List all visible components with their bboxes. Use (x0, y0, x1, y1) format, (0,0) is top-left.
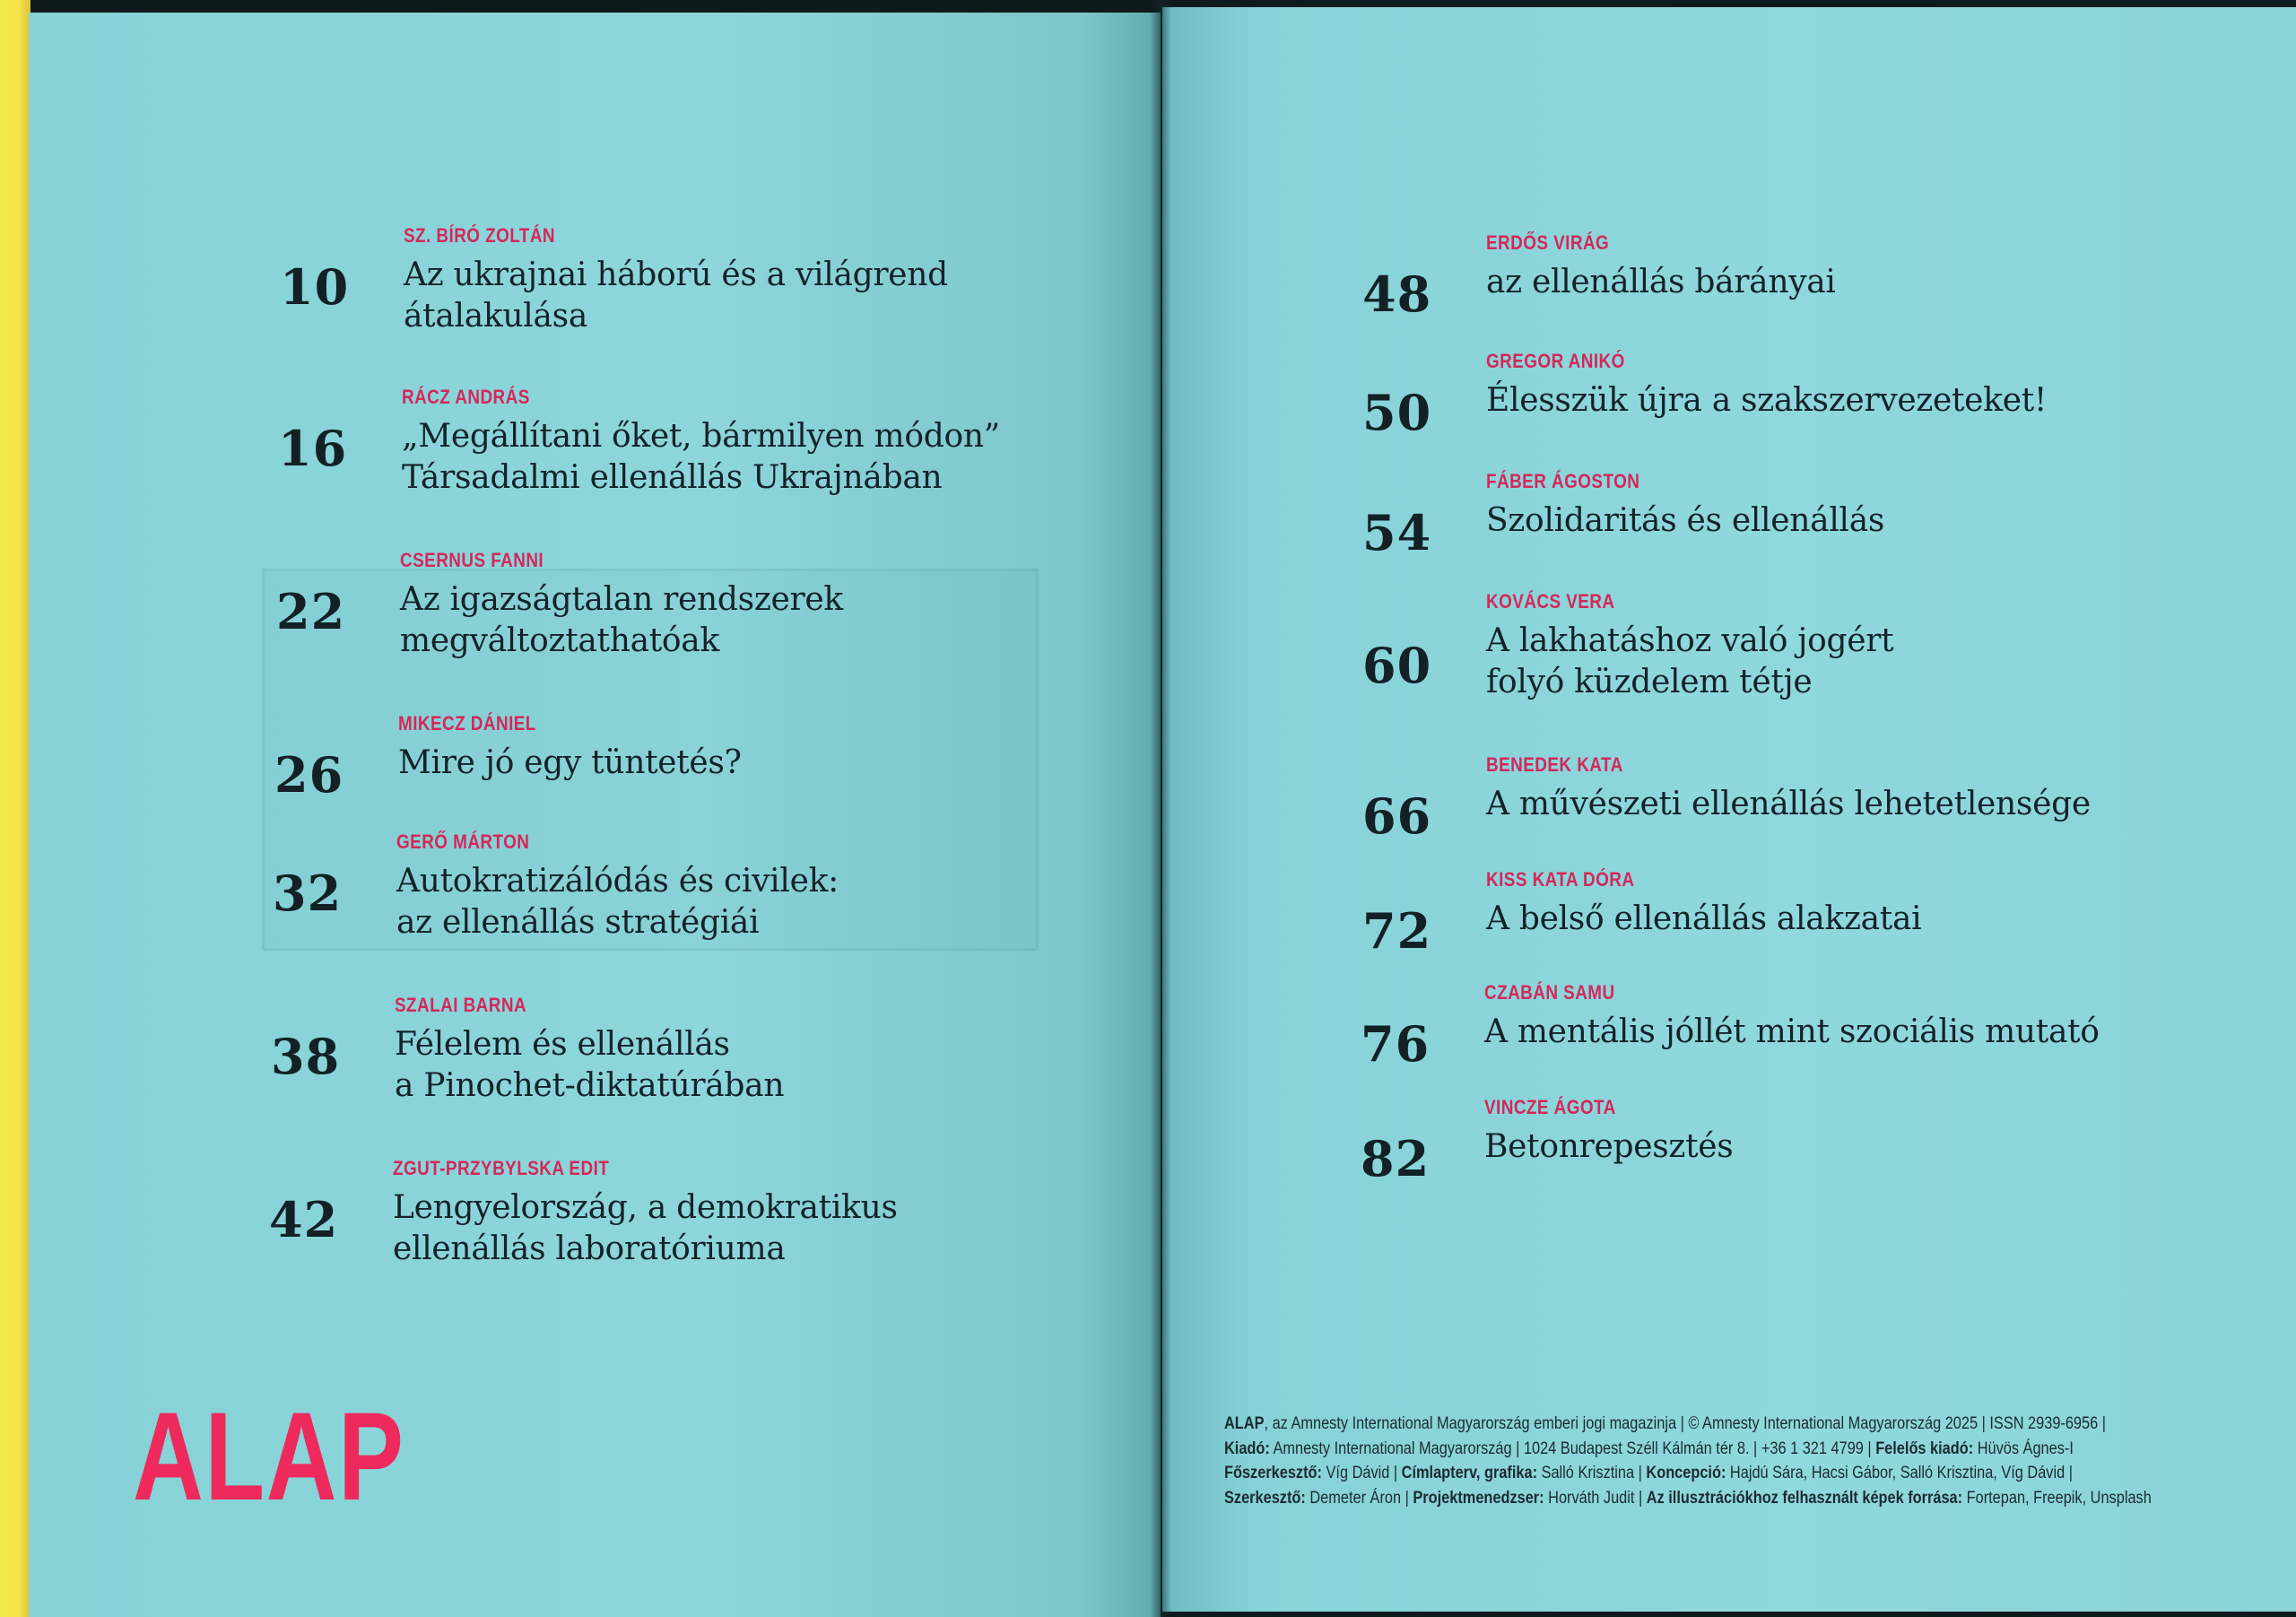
article-title: Az ukrajnai háború és a világrend átalakulása (404, 256, 948, 335)
article-title: „Megállítani őket, bármilyen módon” Társadalmi ellenállás Ukrajnában (402, 418, 1000, 496)
alap-logo: ALAP (133, 1386, 405, 1526)
author-name: VINCZE ÁGOTA (1484, 1096, 1616, 1118)
article-title: Betonrepesztés (1484, 1128, 1734, 1165)
yellow-page-edge (0, 0, 30, 1617)
imprint-line: Főszerkesztő: Víg Dávid | Címlapterv, grafika: Salló Krisztina | Koncepció: Hajdú Sára, Hacsi Gábor, Salló Krisztina, Víg Dávid | (1224, 1464, 2073, 1482)
page-number: 48 (1362, 265, 1432, 323)
page-number: 66 (1362, 787, 1432, 845)
page-number: 26 (274, 746, 344, 804)
article-title: Szolidaritás és ellenállás (1486, 502, 1885, 539)
page-number: 22 (276, 583, 346, 640)
author-name: SZ. BÍRÓ ZOLTÁN (404, 224, 556, 247)
author-name: KISS KATA DÓRA (1486, 868, 1635, 891)
author-name: SZALAI BARNA (395, 994, 527, 1016)
left-page (29, 13, 1161, 1617)
author-name: GERŐ MÁRTON (396, 830, 530, 853)
page-number: 10 (280, 258, 350, 316)
author-name: MIKECZ DÁNIEL (398, 712, 536, 735)
article-title: az ellenállás bárányai (1486, 264, 1836, 300)
page-number: 16 (278, 420, 348, 477)
author-name: FÁBER ÁGOSTON (1486, 470, 1640, 492)
article-title: Félelem és ellenállás a Pinochet-diktatúrában (395, 1026, 785, 1104)
article-title: A belső ellenállás alakzatai (1486, 900, 1922, 937)
imprint-line: Kiadó: Amnesty International Magyarország | 1024 Budapest Széll Kálmán tér 8. | +36 1 321 4799 | Felelős kiadó: Hüvös Ágnes-I (1224, 1439, 2074, 1458)
article-title: Lengyelország, a demokratikus ellenállás laboratóriuma (393, 1189, 898, 1267)
imprint-line: Szerkesztő: Demeter Áron | Projektmenedzser: Horváth Judit | Az illusztrációkhoz felhasznált képek forrása: Fortepan, Freepik, Unsplash (1224, 1488, 2152, 1508)
author-name: CSERNUS FANNI (400, 549, 544, 571)
article-title: Élesszük újra a szakszervezeteket! (1486, 382, 2048, 419)
author-name: BENEDEK KATA (1486, 753, 1623, 776)
page-number: 82 (1361, 1130, 1431, 1187)
article-title: A művészeti ellenállás lehetetlensége (1486, 786, 2091, 822)
page-number: 42 (269, 1191, 339, 1248)
book-gutter (1150, 0, 1171, 1617)
page-number: 54 (1362, 504, 1432, 561)
article-title: Az igazságtalan rendszerek megváltoztathatóak (400, 581, 843, 659)
page-number: 72 (1362, 902, 1432, 960)
page-number: 60 (1362, 637, 1432, 694)
page-number: 76 (1361, 1015, 1431, 1073)
author-name: RÁCZ ANDRÁS (402, 386, 530, 408)
article-title: A lakhatáshoz való jogért folyó küzdelem tétje (1486, 622, 1894, 700)
page-number: 32 (273, 865, 343, 922)
article-title: Autokratizálódás és civilek: az ellenállás stratégiái (396, 863, 839, 941)
imprint-line: ALAP, az Amnesty International Magyarország emberi jogi magazinja | © Amnesty International Magyarország 2025 | ISSN 2939-6956 | (1224, 1414, 2106, 1433)
page-number: 50 (1362, 384, 1432, 441)
author-name: ERDŐS VIRÁG (1486, 231, 1610, 254)
author-name: KOVÁCS VERA (1486, 590, 1615, 613)
article-title: A mentális jóllét mint szociális mutató (1484, 1013, 2100, 1050)
article-title: Mire jó egy tüntetés? (398, 744, 742, 781)
author-name: GREGOR ANIKÓ (1486, 350, 1625, 372)
author-name: ZGUT-PRZYBYLSKA EDIT (393, 1157, 610, 1179)
page-number: 38 (271, 1028, 341, 1085)
imprint-colophon (1224, 1412, 2152, 1510)
author-name: CZABÁN SAMU (1484, 981, 1615, 1004)
